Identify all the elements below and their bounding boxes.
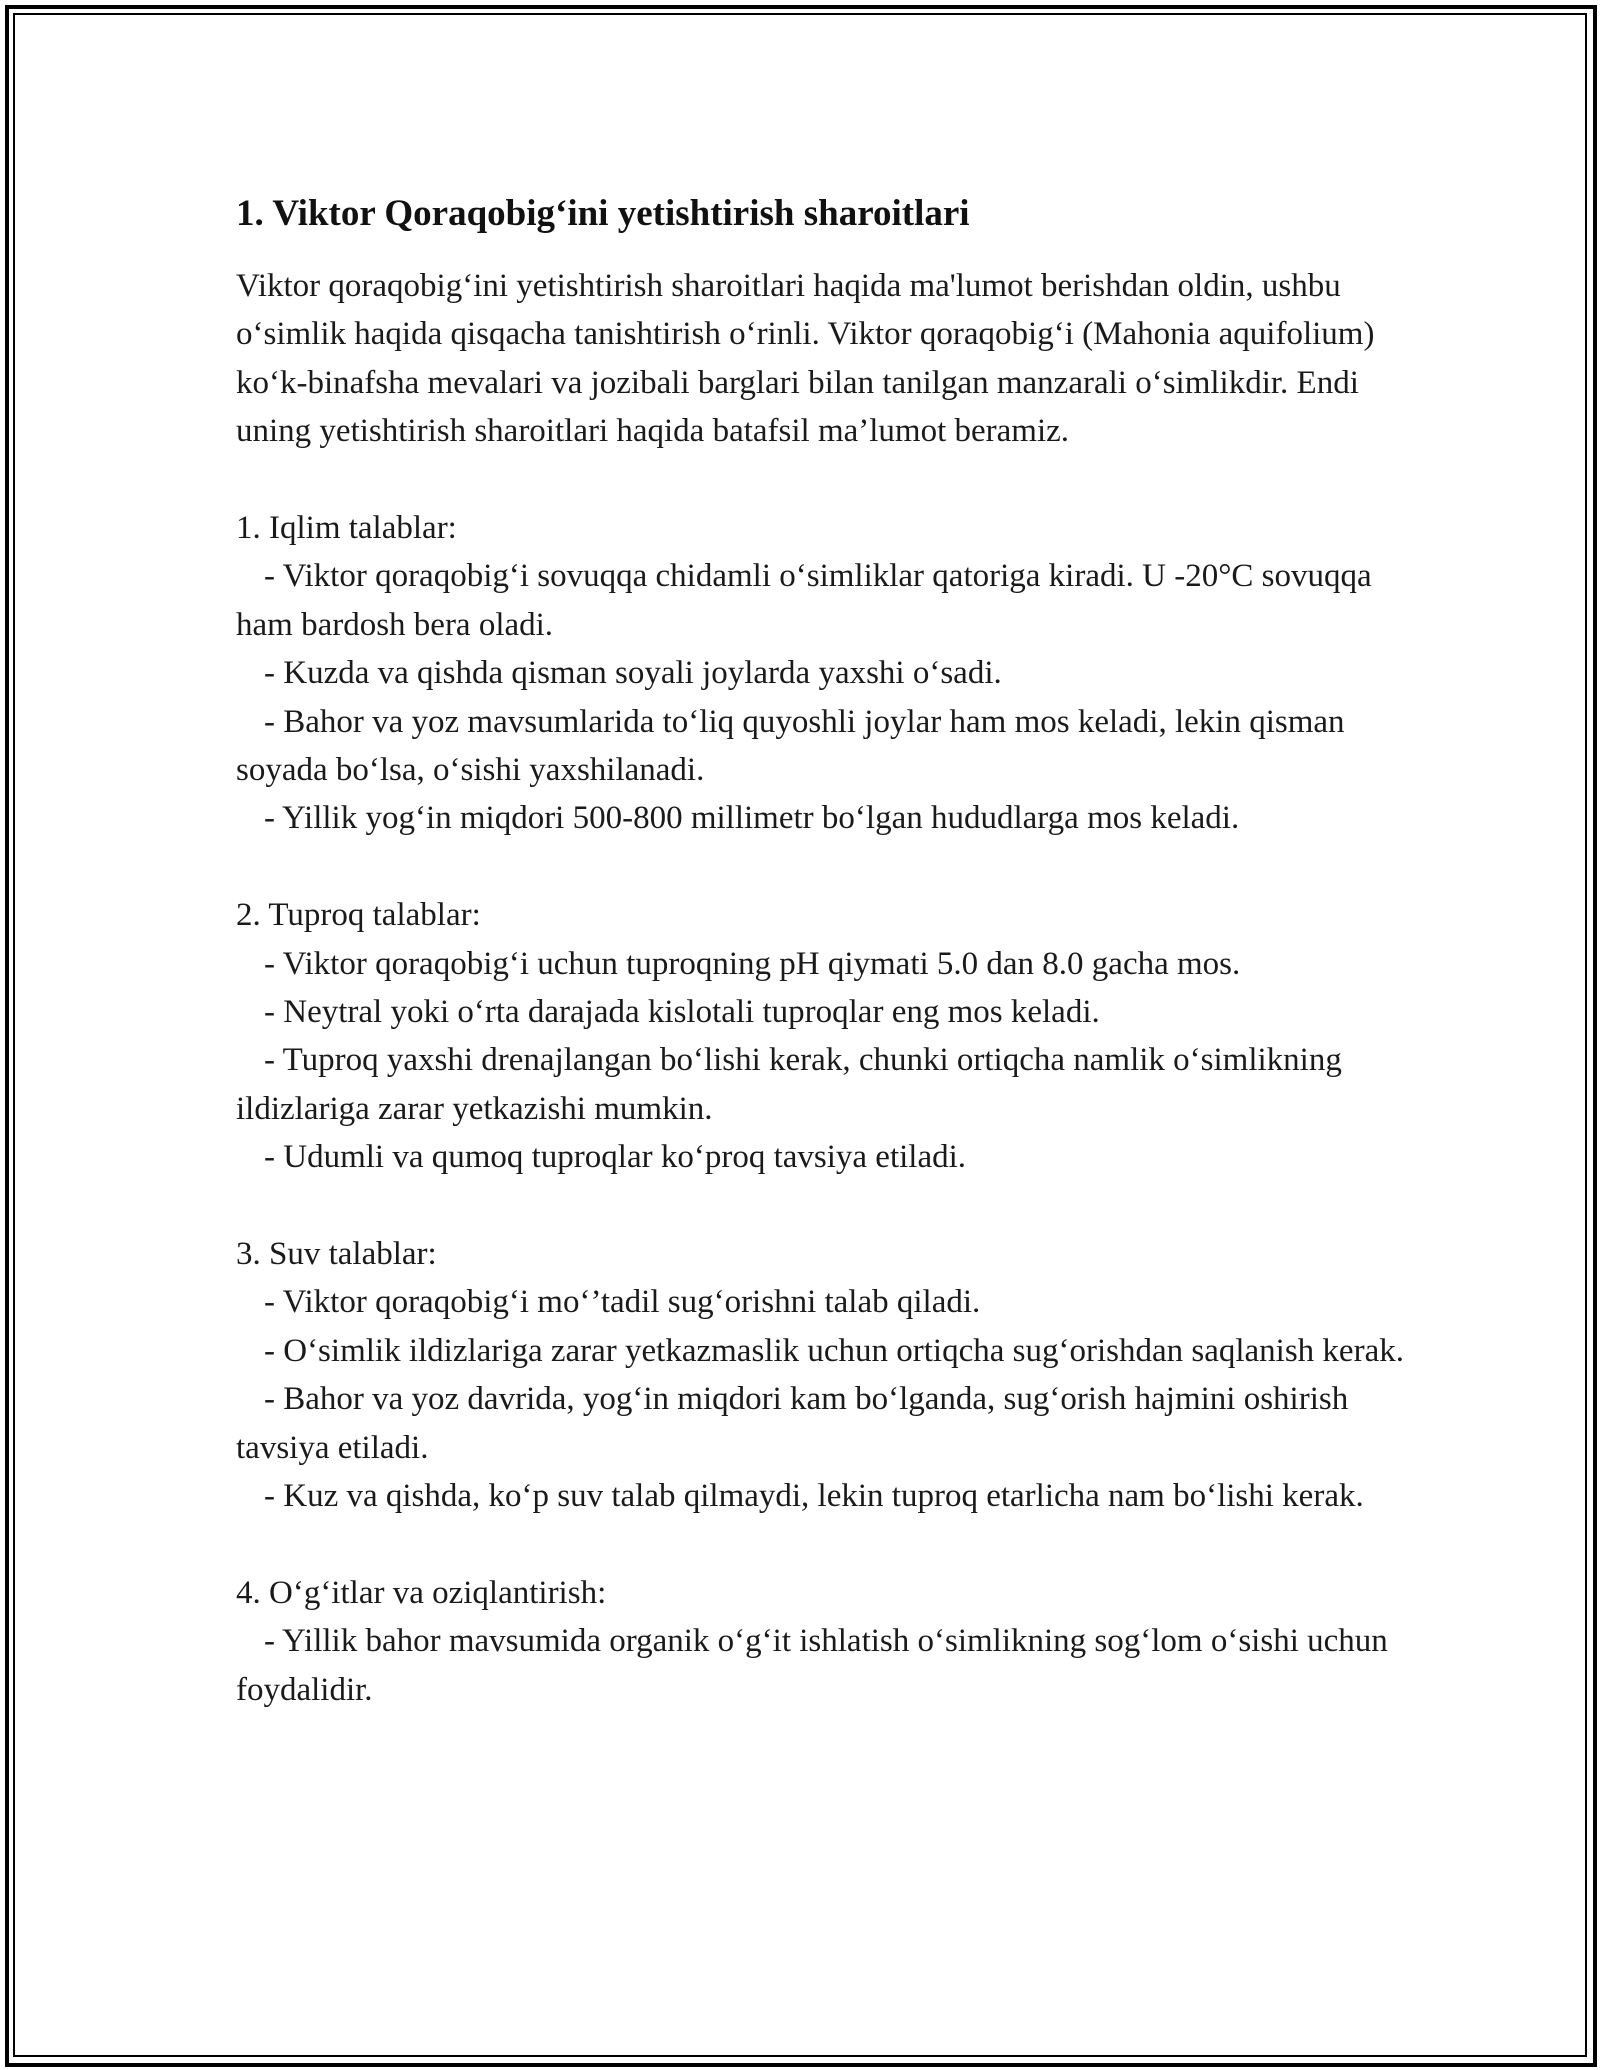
list-item: - Bahor va yoz mavsumlarida to‘liq quyoshli joylar ham mos keladi, lekin qisman soyada bo‘lsa, o‘sishi yaxshilanadi. xyxy=(236,703,1345,789)
document-title: 1. Viktor Qoraqobig‘ini yetishtirish sharoitlari xyxy=(236,193,970,234)
section-soil xyxy=(236,891,1426,1181)
list-item: - Tuproq yaxshi drenajlangan bo‘lishi kerak, chunki ortiqcha namlik o‘simlikning ildizlariga zarar yetkazishi mumkin. xyxy=(236,1042,1342,1127)
list-item: - Kuz va qishda, ko‘p suv talab qilmaydi, lekin tuproq etarlicha nam bo‘lishi kerak. xyxy=(264,1478,1364,1515)
list-item: - O‘simlik ildizlariga zarar yetkazmaslik uchun ortiqcha sug‘orishdan saqlanish kerak. xyxy=(264,1332,1404,1369)
section-water xyxy=(236,1230,1426,1520)
list-item: - Bahor va yoz davrida, yog‘in miqdori kam bo‘lganda, sug‘orish hajmini oshirish tavsiya etiladi. xyxy=(236,1381,1349,1466)
intro-paragraph: Viktor qoraqobig‘ini yetishtirish sharoitlari haqida ma'lumot berishdan oldin, ushbu o‘simlik haqida qisqacha tanishtirish o‘rinli. Viktor qoraqobig‘i (Mahonia aquifolium) ko‘k-binafsha mevalari va jozibali barglari bilan tanilgan manzarali o‘simlikdir. Endi uning yetishtirish sharoitlari haqida batafsil ma’lumot beramiz. xyxy=(236,268,1383,450)
section-heading: 1. Iqlim talablar: xyxy=(236,510,457,547)
list-item: - Yillik yog‘in miqdori 500-800 millimetr bo‘lgan hududlarga mos keladi. xyxy=(264,800,1240,837)
spacer xyxy=(236,1182,1426,1230)
list-item: - Neytral yoki o‘rta darajada kislotali tuproqlar eng mos keladi. xyxy=(264,994,1100,1031)
list-item: - Viktor qoraqobig‘i mo‘’tadil sug‘orishni talab qiladi. xyxy=(264,1284,981,1321)
list-item: - Udumli va qumoq tuproqlar ko‘proq tavsiya etiladi. xyxy=(264,1139,967,1176)
section-fertilizer xyxy=(236,1569,1426,1714)
spacer xyxy=(236,456,1426,504)
list-item: - Yillik bahor mavsumida organik o‘g‘it ishlatish o‘simlikning sog‘lom o‘sishi uchun foydalidir. xyxy=(236,1623,1388,1708)
section-heading: 4. O‘g‘itlar va oziqlantirish: xyxy=(236,1574,607,1611)
section-heading: 3. Suv talablar: xyxy=(236,1236,437,1273)
document-body xyxy=(236,186,1426,1714)
spacer xyxy=(236,843,1426,891)
list-item: - Viktor qoraqobig‘i sovuqqa chidamli o‘simliklar qatoriga kiradi. U -20°C sovuqqa ham bardosh bera oladi. xyxy=(236,558,1372,643)
list-item: - Viktor qoraqobig‘i uchun tuproqning pH qiymati 5.0 dan 8.0 gacha mos. xyxy=(264,945,1241,982)
section-heading: 2. Tuproq talablar: xyxy=(236,897,481,934)
section-climate xyxy=(236,504,1426,843)
spacer xyxy=(236,1521,1426,1569)
list-item: - Kuzda va qishda qisman soyali joylarda yaxshi o‘sadi. xyxy=(264,655,1002,692)
